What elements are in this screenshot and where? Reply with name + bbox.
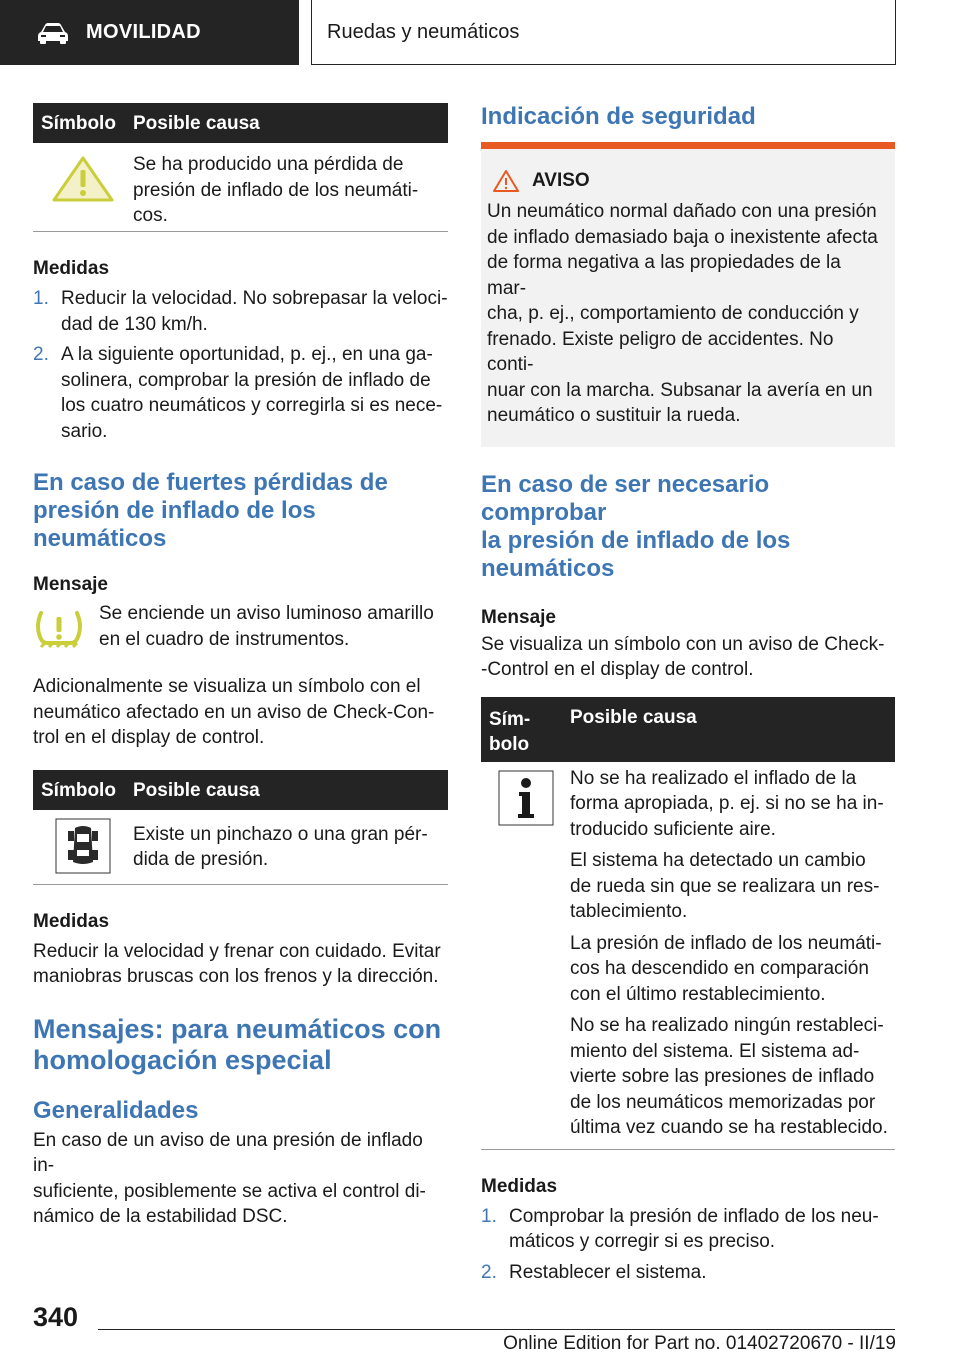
cause-paragraph [570, 766, 895, 843]
cause-paragraph [570, 931, 895, 1008]
footer-edition: Online Edition for Part no. 01402720670 - II/19 [503, 1333, 896, 1354]
message-title: Mensaje [481, 606, 556, 628]
text-line: Un neumático normal dañado con una presión [487, 201, 877, 222]
text-line: sario. [61, 420, 108, 442]
heading-pressure-loss [33, 469, 448, 553]
cause-paragraph [570, 848, 895, 925]
general-text [33, 1128, 448, 1230]
list-number: 1. [481, 1205, 497, 1227]
text-line: nuar con la marcha. Subsanar la avería en un [487, 379, 873, 401]
footer-divider [98, 1329, 895, 1330]
warning-icon [492, 169, 520, 193]
table-row [33, 143, 448, 232]
right-column [481, 103, 895, 1285]
chapter-title: Ruedas y neumáticos [327, 20, 520, 43]
left-column [33, 103, 448, 1230]
text-line: A la siguiente oportunidad, p. ej., en una ga- [61, 344, 433, 365]
warning-label: AVISO [532, 170, 590, 191]
list-item [481, 1204, 895, 1255]
table-cell-cause [570, 762, 895, 1149]
heading-line: En caso de fuertes pérdidas de [33, 469, 388, 496]
additional-text [33, 674, 448, 751]
text-line: dad de 130 km/h. [61, 313, 208, 335]
text-line: Restablecer el sistema. [509, 1261, 707, 1283]
table-row [33, 810, 448, 885]
text-line: frenado. Existe peligro de accidentes. No conti- [487, 328, 834, 375]
table-header-cause: Posible causa [133, 779, 260, 801]
list-number: 2. [481, 1261, 497, 1283]
text-line: trol en el display de control. [33, 727, 265, 748]
text-line: vierte sobre las presiones de inflado [570, 1066, 875, 1087]
text-line: No se ha realizado el inflado de la [570, 767, 857, 789]
table-header-cause: Posible causa [570, 706, 697, 728]
text-line: de forma negativa a las propiedades de la mar- [487, 252, 841, 299]
heading-line: la presión de inflado de los [481, 526, 791, 554]
table-cell-cause [133, 143, 448, 231]
list-item [33, 342, 448, 444]
text-line: En caso de un aviso de una presión de inflado in- [33, 1129, 423, 1176]
heading-special-tires [33, 1014, 448, 1076]
text-line: Reducir la velocidad. No sobrepasar la veloci- [61, 288, 448, 309]
table-header-symbol: Símbolo [41, 779, 116, 801]
chapter-tab[interactable] [311, 0, 896, 65]
text-line: cos ha descendido en comparación [570, 958, 869, 979]
message-text [99, 601, 448, 656]
measures-title: Medidas [33, 910, 110, 932]
text-line: neumático o sustituir la rueda. [487, 405, 741, 426]
measures-title: Medidas [33, 258, 110, 279]
warning-triangle-icon [51, 155, 115, 203]
message-text [481, 632, 895, 683]
table-header-symbol: Símbolo [41, 113, 116, 134]
measures-list [481, 1204, 895, 1286]
text-line: Se visualiza un símbolo con un aviso de Check- [481, 633, 885, 655]
text-line: con el último restablecimiento. [570, 983, 826, 1005]
table-row [481, 762, 895, 1150]
text-line: de los neumáticos memorizadas por [570, 1091, 876, 1113]
car-icon [36, 21, 70, 45]
text-line: troducido suficiente aire. [570, 818, 776, 840]
text-line: dida de presión. [133, 849, 269, 870]
table-header [33, 770, 448, 810]
text-line: Existe un pinchazo o una gran pér- [133, 823, 428, 845]
symbol-table-3 [481, 697, 895, 1150]
measures-title: Medidas [481, 1175, 558, 1197]
tire-pressure-warning-icon [33, 609, 85, 651]
cause-paragraph [570, 1013, 895, 1141]
text-line: solinera, comprobar la presión de inflado de [61, 369, 431, 391]
symbol-table-1 [33, 103, 448, 232]
text-line: námico de la estabilidad DSC. [33, 1206, 288, 1227]
table-header [481, 697, 895, 762]
table-header-symbol [481, 697, 570, 762]
text-line: los cuatro neumáticos y corregirla si es nece- [61, 395, 443, 416]
heading-line: En caso de ser necesario comprobar [481, 470, 770, 526]
text-line: última vez cuando se ha restablecido. [570, 1117, 888, 1138]
list-item [481, 1260, 895, 1286]
text-line: maniobras bruscas con los frenos y la dirección. [33, 966, 439, 987]
list-item [33, 286, 448, 337]
text-line: suficiente, posiblemente se activa el control di- [33, 1180, 426, 1202]
list-number: 2. [33, 344, 49, 365]
text-line: de inflado demasiado baja o inexistente afecta [487, 226, 878, 248]
text-line: Comprobar la presión de inflado de los neu- [509, 1205, 879, 1227]
section-title: MOVILIDAD [86, 21, 201, 43]
text-line: No se ha realizado ningún restableci- [570, 1015, 884, 1036]
heading-line: neumáticos [481, 554, 615, 582]
text-line: La presión de inflado de los neumáti- [570, 932, 882, 954]
heading-line: Mensajes: para neumáticos con [33, 1013, 442, 1044]
text-line: presión de inflado de los neumáti- [133, 179, 419, 201]
table-header [33, 103, 448, 143]
section-tab[interactable] [0, 0, 299, 65]
text-line: cos. [133, 205, 168, 226]
text-line: forma apropiada, p. ej. si no se ha in- [570, 793, 884, 814]
text-line: miento del sistema. El sistema ad- [570, 1040, 860, 1062]
safety-heading: Indicación de seguridad [481, 103, 756, 130]
message-title: Mensaje [33, 574, 108, 595]
heading-line: homologación especial [33, 1044, 332, 1075]
heading-general: Generalidades [33, 1096, 199, 1124]
text-line: Reducir la velocidad y frenar con cuidado. Evitar [33, 940, 441, 962]
text-line: Se ha producido una pérdida de [133, 154, 404, 175]
text-line: neumático afectado en un aviso de Check-Con- [33, 701, 435, 723]
warning-box [481, 149, 895, 447]
text-line: Adicionalmente se visualiza un símbolo con el [33, 676, 421, 697]
text-line: cha, p. ej., comportamiento de conducción y [487, 303, 859, 324]
text-line: de rueda sin que se realizara un res- [570, 875, 880, 897]
list-number: 1. [33, 288, 49, 309]
table-cell-cause [133, 810, 448, 884]
heading-line: presión de inflado de los neumáticos [33, 497, 316, 552]
car-tires-top-view-icon [55, 818, 111, 874]
heading-check-pressure [481, 471, 895, 583]
warning-text [487, 199, 881, 429]
measures-list [33, 286, 448, 444]
page-number: 340 [33, 1302, 79, 1332]
text-line: en el cuadro de instrumentos. [99, 628, 350, 650]
text-line: máticos y corregir si es preciso. [509, 1231, 776, 1252]
table-header-cause: Posible causa [133, 113, 260, 134]
text-line: -Control en el display de control. [481, 659, 754, 680]
info-icon [498, 770, 554, 826]
text-line: Se enciende un aviso luminoso amarillo [99, 603, 434, 624]
header-line: Sím- [489, 708, 531, 730]
text-line: tablecimiento. [570, 901, 688, 922]
symbol-table-2 [33, 770, 448, 885]
message-block [33, 601, 448, 656]
measures-text [33, 939, 448, 990]
text-line: El sistema ha detectado un cambio [570, 850, 866, 871]
header-line: bolo [489, 733, 530, 755]
safety-rule [481, 142, 895, 149]
